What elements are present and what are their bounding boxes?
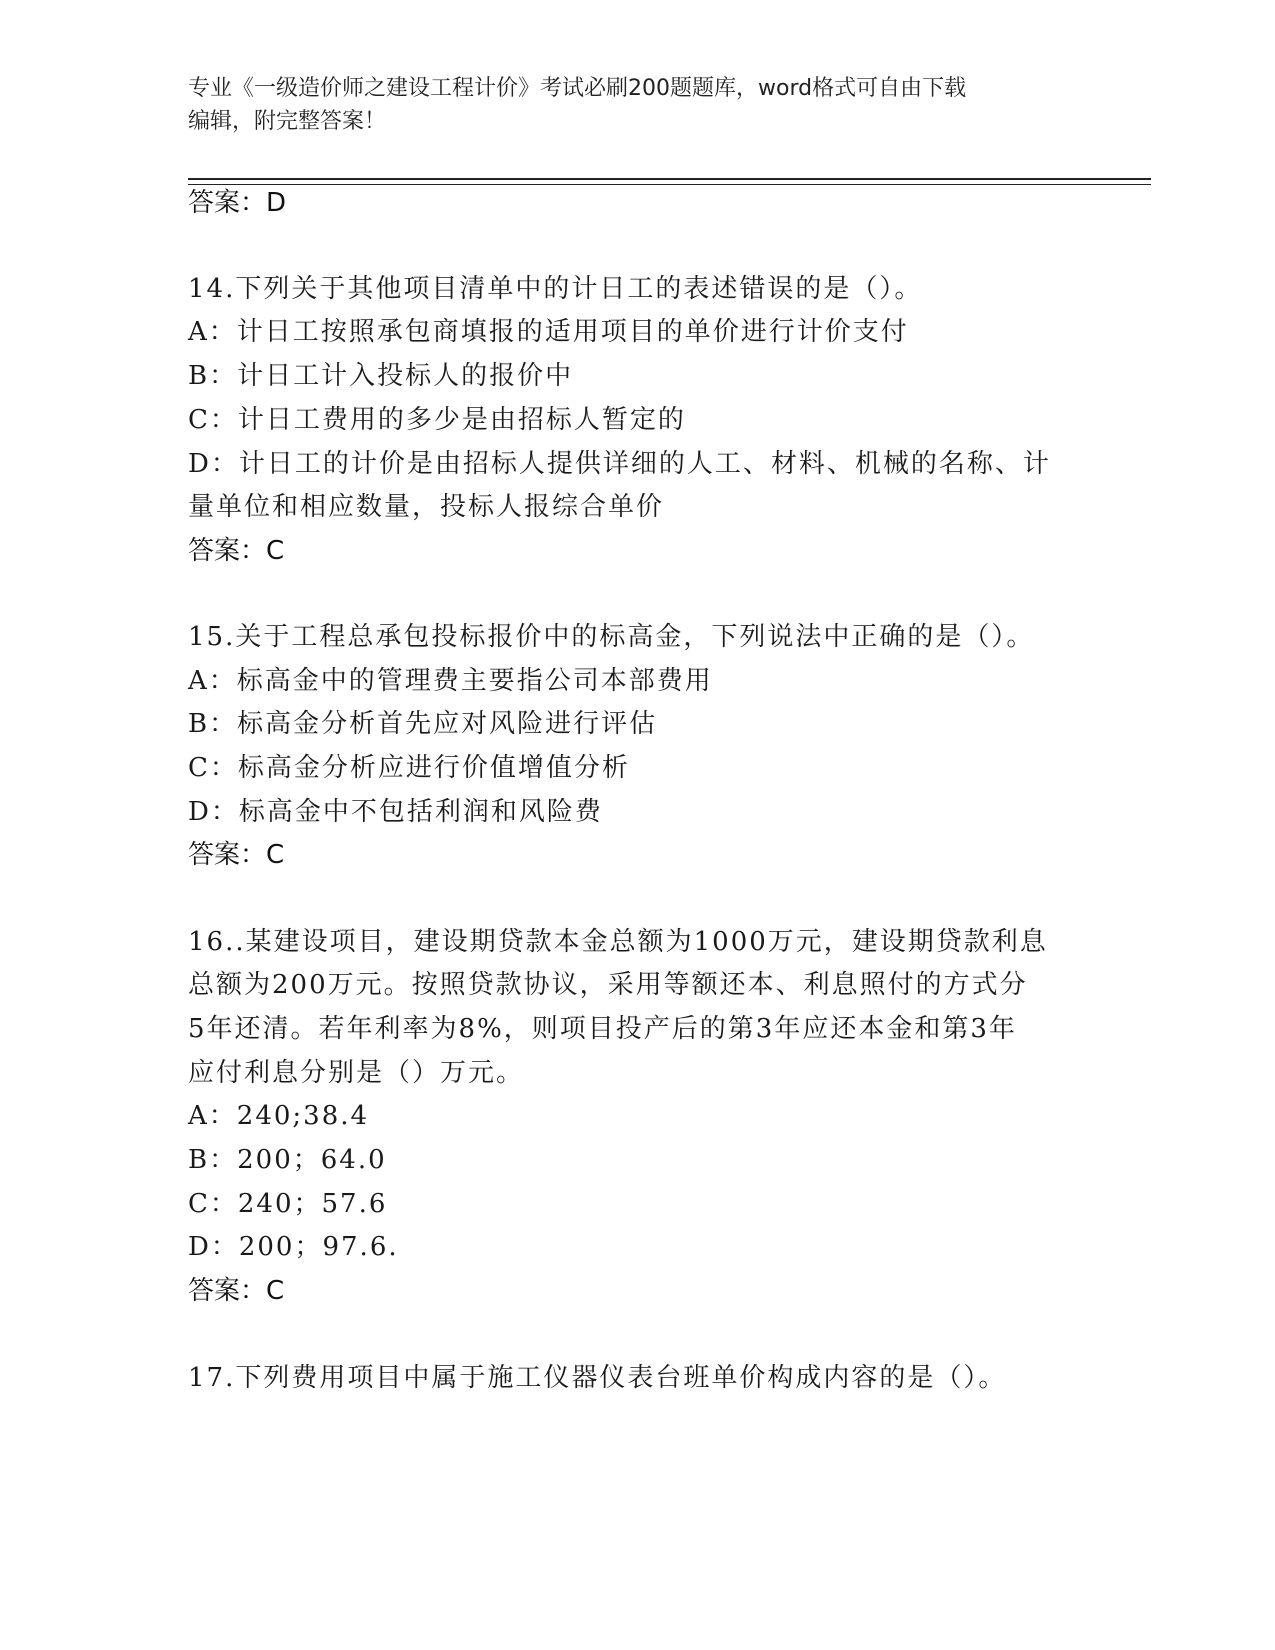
question-16-option-c: C：240；57.6 bbox=[188, 1189, 388, 1219]
header-divider-thin bbox=[188, 184, 1151, 185]
question-16-option-b: B：200；64.0 bbox=[188, 1145, 387, 1175]
page-header bbox=[188, 72, 1068, 138]
question-14-answer: 答案：C bbox=[188, 536, 285, 566]
question-14-stem: 14.下列关于其他项目清单中的计日工的表述错误的是（）。 bbox=[188, 274, 923, 304]
question-16-option-d: D：200；97.6. bbox=[188, 1232, 399, 1262]
question-15-option-a: A：标高金中的管理费主要指公司本部费用 bbox=[188, 666, 713, 696]
question-16-stem-line-1: 16..某建设项目，建设期贷款本金总额为1000万元，建设期贷款利息 bbox=[188, 927, 1048, 957]
question-15-option-b: B：标高金分析首先应对风险进行评估 bbox=[188, 709, 658, 739]
question-14-option-c: C：计日工费用的多少是由招标人暂定的 bbox=[188, 405, 686, 435]
question-14-option-d-cont: 量单位和相应数量，投标人报综合单价 bbox=[188, 492, 665, 522]
question-14-option-a: A：计日工按照承包商填报的适用项目的单价进行计价支付 bbox=[188, 317, 909, 347]
question-16-option-a: A：240;38.4 bbox=[188, 1101, 370, 1131]
question-14-option-d: D：计日工的计价是由招标人提供详细的人工、材料、机械的名称、计 bbox=[188, 449, 1051, 479]
answer-previous: 答案：D bbox=[188, 188, 287, 218]
question-15-option-c: C：标高金分析应进行价值增值分析 bbox=[188, 753, 630, 783]
question-15-answer: 答案：C bbox=[188, 840, 285, 870]
question-17-stem: 17.下列费用项目中属于施工仪器仪表台班单价构成内容的是（）。 bbox=[188, 1363, 1007, 1393]
header-title-line-2: 编辑，附完整答案！ bbox=[188, 109, 387, 134]
question-16-stem-line-3: 5年还清。若年利率为8%，则项目投产后的第3年应还本金和第3年 bbox=[188, 1014, 1017, 1044]
question-15-stem: 15.关于工程总承包投标报价中的标高金，下列说法中正确的是（）。 bbox=[188, 622, 1035, 652]
question-15-option-d: D：标高金中不包括利润和风险费 bbox=[188, 797, 603, 827]
header-title-line-1: 专业《一级造价师之建设工程计价》考试必刷200题题库，word格式可自由下载 bbox=[188, 76, 967, 101]
question-16-stem-line-2: 总额为200万元。按照贷款协议，采用等额还本、利息照付的方式分 bbox=[188, 970, 1028, 1000]
question-16-answer: 答案：C bbox=[188, 1276, 285, 1306]
header-divider-thick bbox=[188, 178, 1151, 180]
question-16-stem-line-4: 应付利息分别是（）万元。 bbox=[188, 1058, 525, 1088]
question-14-option-b: B：计日工计入投标人的报价中 bbox=[188, 361, 574, 391]
